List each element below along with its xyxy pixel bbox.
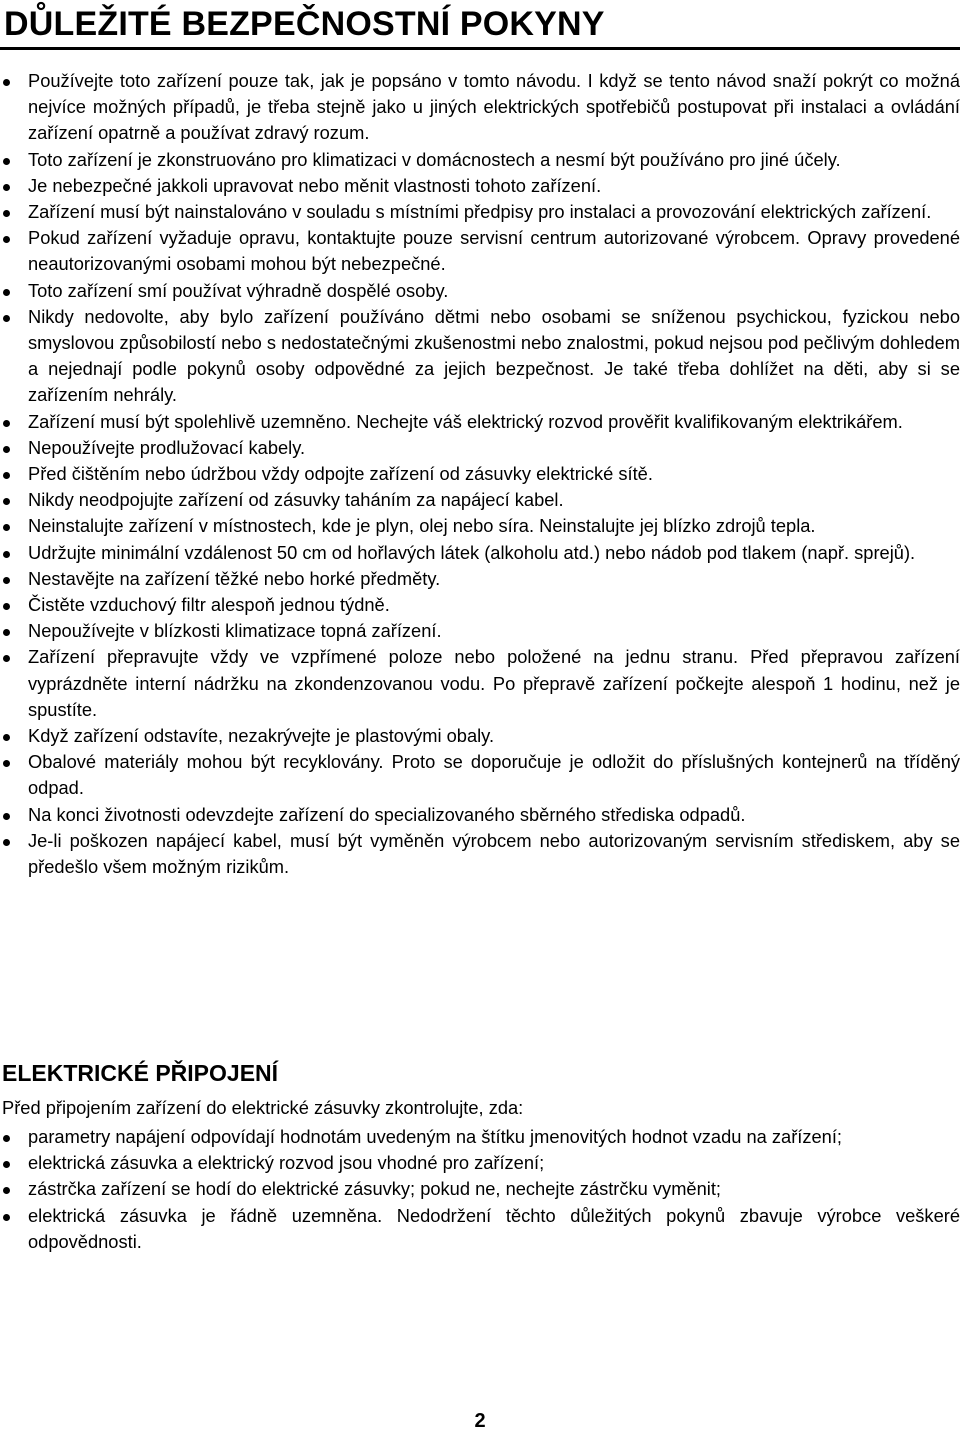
list-item: Nestavějte na zařízení těžké nebo horké předměty. bbox=[0, 566, 960, 592]
list-item: Čistěte vzduchový filtr alespoň jednou týdně. bbox=[0, 592, 960, 618]
list-item: Když zařízení odstavíte, nezakrývejte je plastovými obaly. bbox=[0, 723, 960, 749]
list-item: elektrická zásuvka a elektrický rozvod jsou vhodné pro zařízení; bbox=[0, 1150, 960, 1176]
list-item: Nepoužívejte prodlužovací kabely. bbox=[0, 435, 960, 461]
list-item: Používejte toto zařízení pouze tak, jak je popsáno v tomto návodu. I když se tento návod snaží pokrýt co možná nejvíce možných případů, je třeba stejně jako u jiných elektrických spotřebičů postupovat při instalaci a ovládání zařízení opatrně a používat zdravý rozum. bbox=[0, 68, 960, 147]
list-item: Na konci životnosti odevzdejte zařízení do specializovaného sběrného střediska odpadů. bbox=[0, 802, 960, 828]
list-item: Nepoužívejte v blízkosti klimatizace topná zařízení. bbox=[0, 618, 960, 644]
title-underline bbox=[0, 47, 960, 50]
electrical-connection-intro: Před připojením zařízení do elektrické zásuvky zkontrolujte, zda: bbox=[2, 1097, 524, 1118]
page-title: DŮLEŽITÉ BEZPEČNOSTNÍ POKYNY bbox=[4, 5, 605, 43]
safety-instructions-list bbox=[0, 68, 960, 880]
list-item: Obalové materiály mohou být recyklovány. Proto se doporučuje je odložit do příslušných kontejnerů na tříděný odpad. bbox=[0, 749, 960, 801]
list-item: Toto zařízení je zkonstruováno pro klimatizaci v domácnostech a nesmí být používáno pro jiné účely. bbox=[0, 147, 960, 173]
electrical-checklist bbox=[0, 1124, 960, 1255]
list-item: Je nebezpečné jakkoli upravovat nebo měnit vlastnosti tohoto zařízení. bbox=[0, 173, 960, 199]
list-item: Zařízení musí být spolehlivě uzemněno. Nechejte váš elektrický rozvod prověřit kvalifikovaným elektrikářem. bbox=[0, 409, 960, 435]
list-item: Zařízení přepravujte vždy ve vzpřímené poloze nebo položené na jednu stranu. Před přepravou zařízení vyprázdněte interní nádržku na zkondenzovanou vodu. Po přepravě zařízení počkejte alespoň 1 hodinu, než je spustíte. bbox=[0, 644, 960, 723]
list-item: Neinstalujte zařízení v místnostech, kde je plyn, olej nebo síra. Neinstalujte jej blízko zdrojů tepla. bbox=[0, 513, 960, 539]
list-item: zástrčka zařízení se hodí do elektrické zásuvky; pokud ne, nechejte zástrčku vyměnit; bbox=[0, 1176, 960, 1202]
page-number: 2 bbox=[474, 1410, 486, 1432]
list-item: Před čištěním nebo údržbou vždy odpojte zařízení od zásuvky elektrické sítě. bbox=[0, 461, 960, 487]
list-item: Nikdy nedovolte, aby bylo zařízení používáno dětmi nebo osobami se sníženou psychickou, fyzickou nebo smyslovou způsobilostí nebo s nedostatečnými zkušenostmi nebo znalostmi, pokud nejsou pod pečlivým dohledem a nejednají podle pokynů osoby odpovědné za jejich bezpečnost. Je také třeba dohlížet na děti, aby si se zařízením nehrály. bbox=[0, 304, 960, 409]
list-item: elektrická zásuvka je řádně uzemněna. Nedodržení těchto důležitých pokynů zbavuje výrobce veškeré odpovědnosti. bbox=[0, 1203, 960, 1255]
electrical-connection-heading: ELEKTRICKÉ PŘIPOJENÍ bbox=[2, 1060, 279, 1086]
list-item: Je-li poškozen napájecí kabel, musí být vyměněn výrobcem nebo autorizovaným servisním střediskem, aby se předešlo všem možným rizikům. bbox=[0, 828, 960, 880]
list-item: parametry napájení odpovídají hodnotám uvedeným na štítku jmenovitých hodnot vzadu na zařízení; bbox=[0, 1124, 960, 1150]
list-item: Toto zařízení smí používat výhradně dospělé osoby. bbox=[0, 278, 960, 304]
list-item: Nikdy neodpojujte zařízení od zásuvky taháním za napájecí kabel. bbox=[0, 487, 960, 513]
list-item: Pokud zařízení vyžaduje opravu, kontaktujte pouze servisní centrum autorizované výrobcem. Opravy provedené neautorizovanými osobami mohou být nebezpečné. bbox=[0, 225, 960, 277]
list-item: Udržujte minimální vzdálenost 50 cm od hořlavých látek (alkoholu atd.) nebo nádob pod tlakem (např. sprejů). bbox=[0, 540, 960, 566]
list-item: Zařízení musí být nainstalováno v souladu s místními předpisy pro instalaci a provozování elektrických zařízení. bbox=[0, 199, 960, 225]
